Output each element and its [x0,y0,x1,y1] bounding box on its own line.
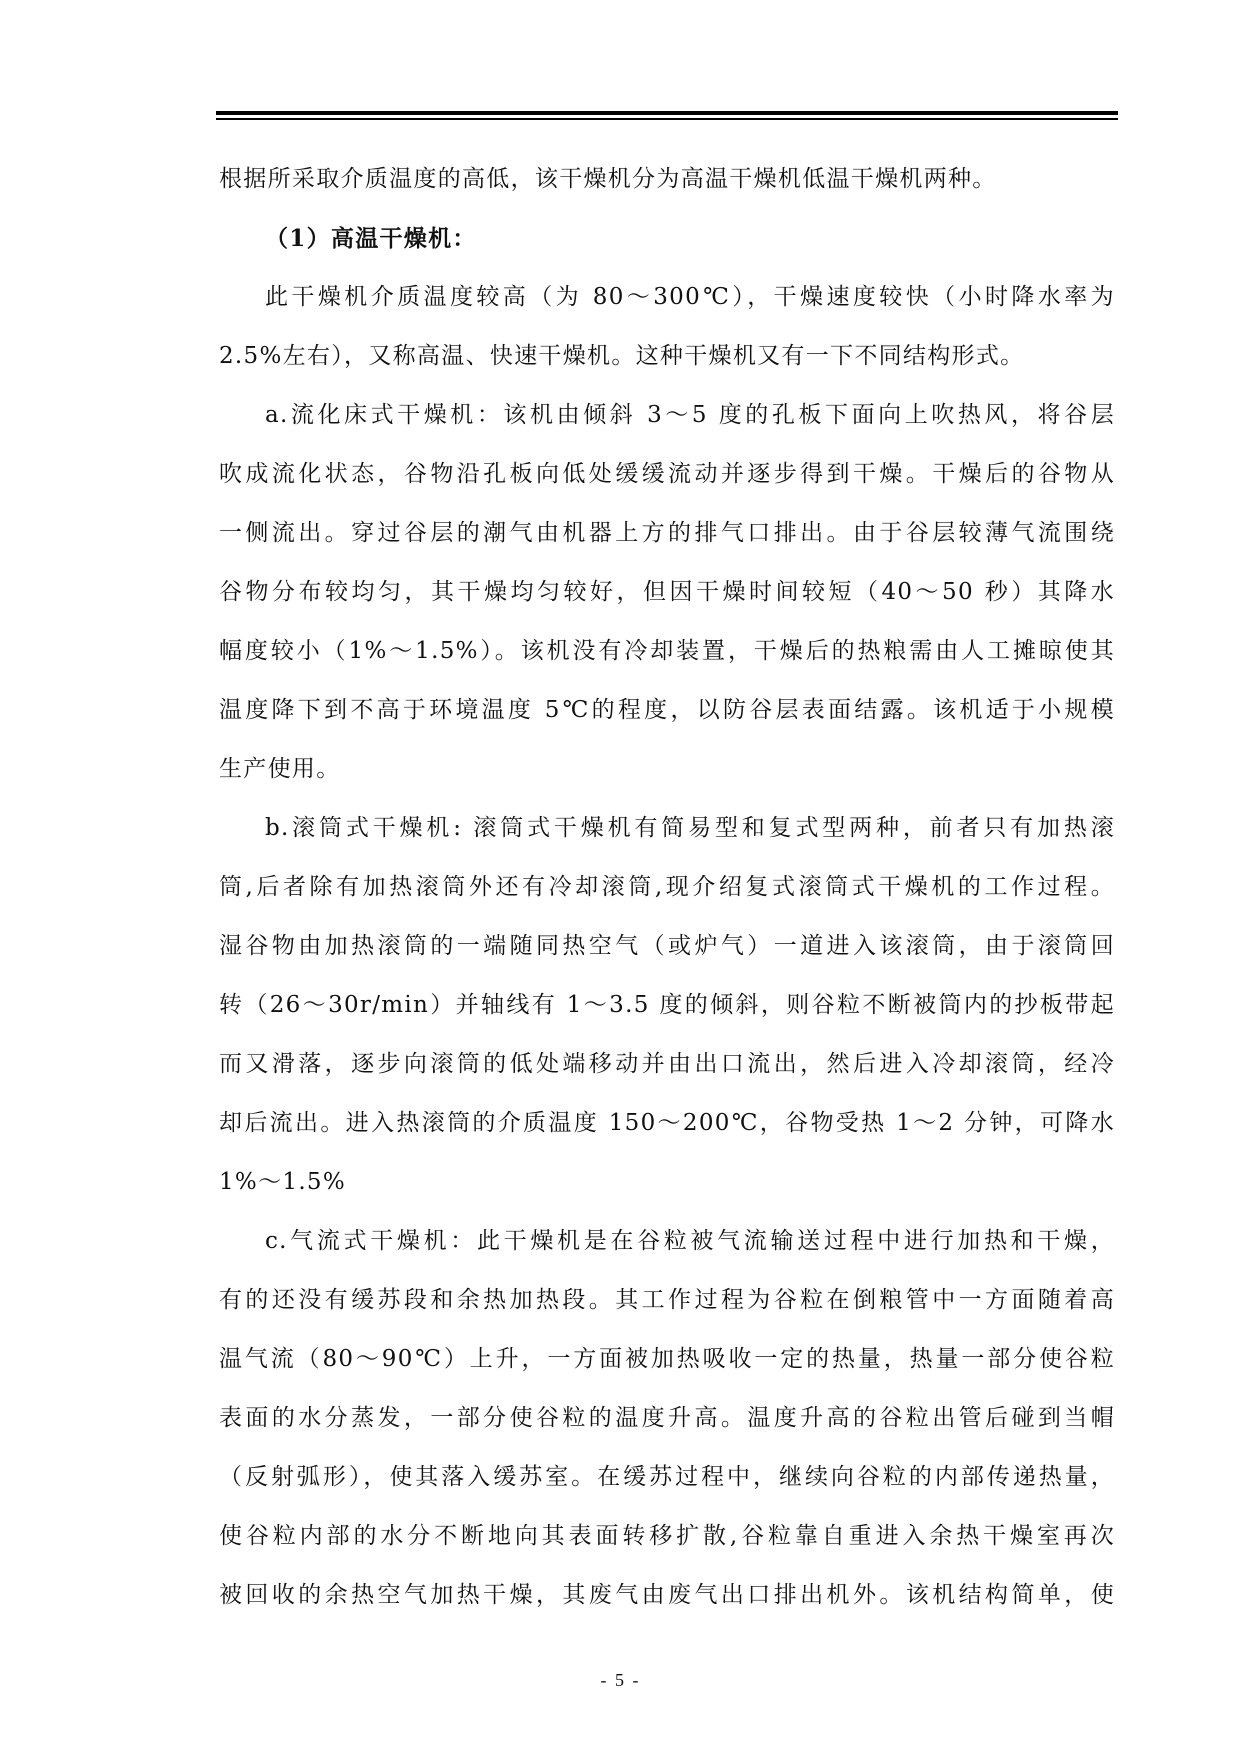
text-line: 1%～1.5% [219,1169,347,1195]
header-rule-thick [216,111,1118,115]
text-line: c.气流式干燥机：此干燥机是在谷粒被气流输送过程中进行加热和干燥， [265,1228,1115,1254]
page-number: - 5 - [600,1670,641,1690]
text-line: 使谷粒内部的水分不断地向其表面转移扩散,谷粒靠自重进入余热干燥室再次 [219,1523,1115,1549]
text-line: a.流化床式干燥机：该机由倾斜 3～5 度的孔板下面向上吹热风，将谷层 [265,402,1115,428]
text-line: 谷物分布较均匀，其干燥均匀较好，但因干燥时间较短（40～50 秒）其降水 [219,579,1115,605]
text-line: 筒,后者除有加热滚筒外还有冷却滚筒,现介绍复式滚筒式干燥机的工作过程。 [219,874,1115,900]
section-heading: （1）高温干燥机： [265,225,477,252]
text-line: 此干燥机介质温度较高（为 80～300℃），干燥速度较快（小时降水率为 [265,284,1115,310]
text-line: b.滚筒式干燥机: 滚筒式干燥机有简易型和复式型两种，前者只有加热滚 [265,815,1115,841]
text-line: 有的还没有缓苏段和余热加热段。其工作过程为谷粒在倒粮管中一方面随着高 [219,1287,1115,1313]
text-line: 2.5%左右），又称高温、快速干燥机。这种干燥机又有一下不同结构形式。 [219,343,1025,369]
text-line: 表面的水分蒸发，一部分使谷粒的温度升高。温度升高的谷粒出管后碰到当帽 [219,1405,1115,1431]
text-line: 而又滑落，逐步向滚筒的低处端移动并由出口流出，然后进入冷却滚筒，经冷 [219,1051,1115,1077]
text-line: 被回收的余热空气加热干燥，其废气由废气出口排出机外。该机结构简单，使 [219,1582,1115,1608]
text-line: 湿谷物由加热滚筒的一端随同热空气（或炉气）一道进入该滚筒，由于滚筒回 [219,933,1115,959]
text-line: 幅度较小（1%～1.5%）。该机没有冷却装置，干燥后的热粮需由人工摊晾使其 [219,638,1115,664]
text-line: 却后流出。进入热滚筒的介质温度 150～200℃，谷物受热 1～2 分钟，可降水 [219,1110,1115,1136]
text-line: 转（26～30r/min）并轴线有 1～3.5 度的倾斜，则谷粒不断被筒内的抄板带起 [219,992,1115,1018]
text-line: （反射弧形），使其落入缓苏室。在缓苏过程中，继续向谷粒的内部传递热量， [219,1464,1115,1490]
document-body [219,150,1115,1625]
text-line: 温度降下到不高于环境温度 5℃的程度，以防谷层表面结露。该机适于小规模 [219,697,1115,723]
text-line: 一侧流出。穿过谷层的潮气由机器上方的排气口排出。由于谷层较薄气流围绕 [219,520,1115,546]
text-line: 根据所采取介质温度的高低，该干燥机分为高温干燥机低温干燥机两种。 [219,166,997,192]
header-rule-thin [216,118,1118,120]
text-line: 温气流（80～90℃）上升，一方面被加热吸收一定的热量，热量一部分使谷粒 [219,1346,1115,1372]
text-line: 吹成流化状态，谷物沿孔板向低处缓缓流动并逐步得到干燥。干燥后的谷物从 [219,461,1115,487]
text-line: 生产使用。 [219,756,341,782]
